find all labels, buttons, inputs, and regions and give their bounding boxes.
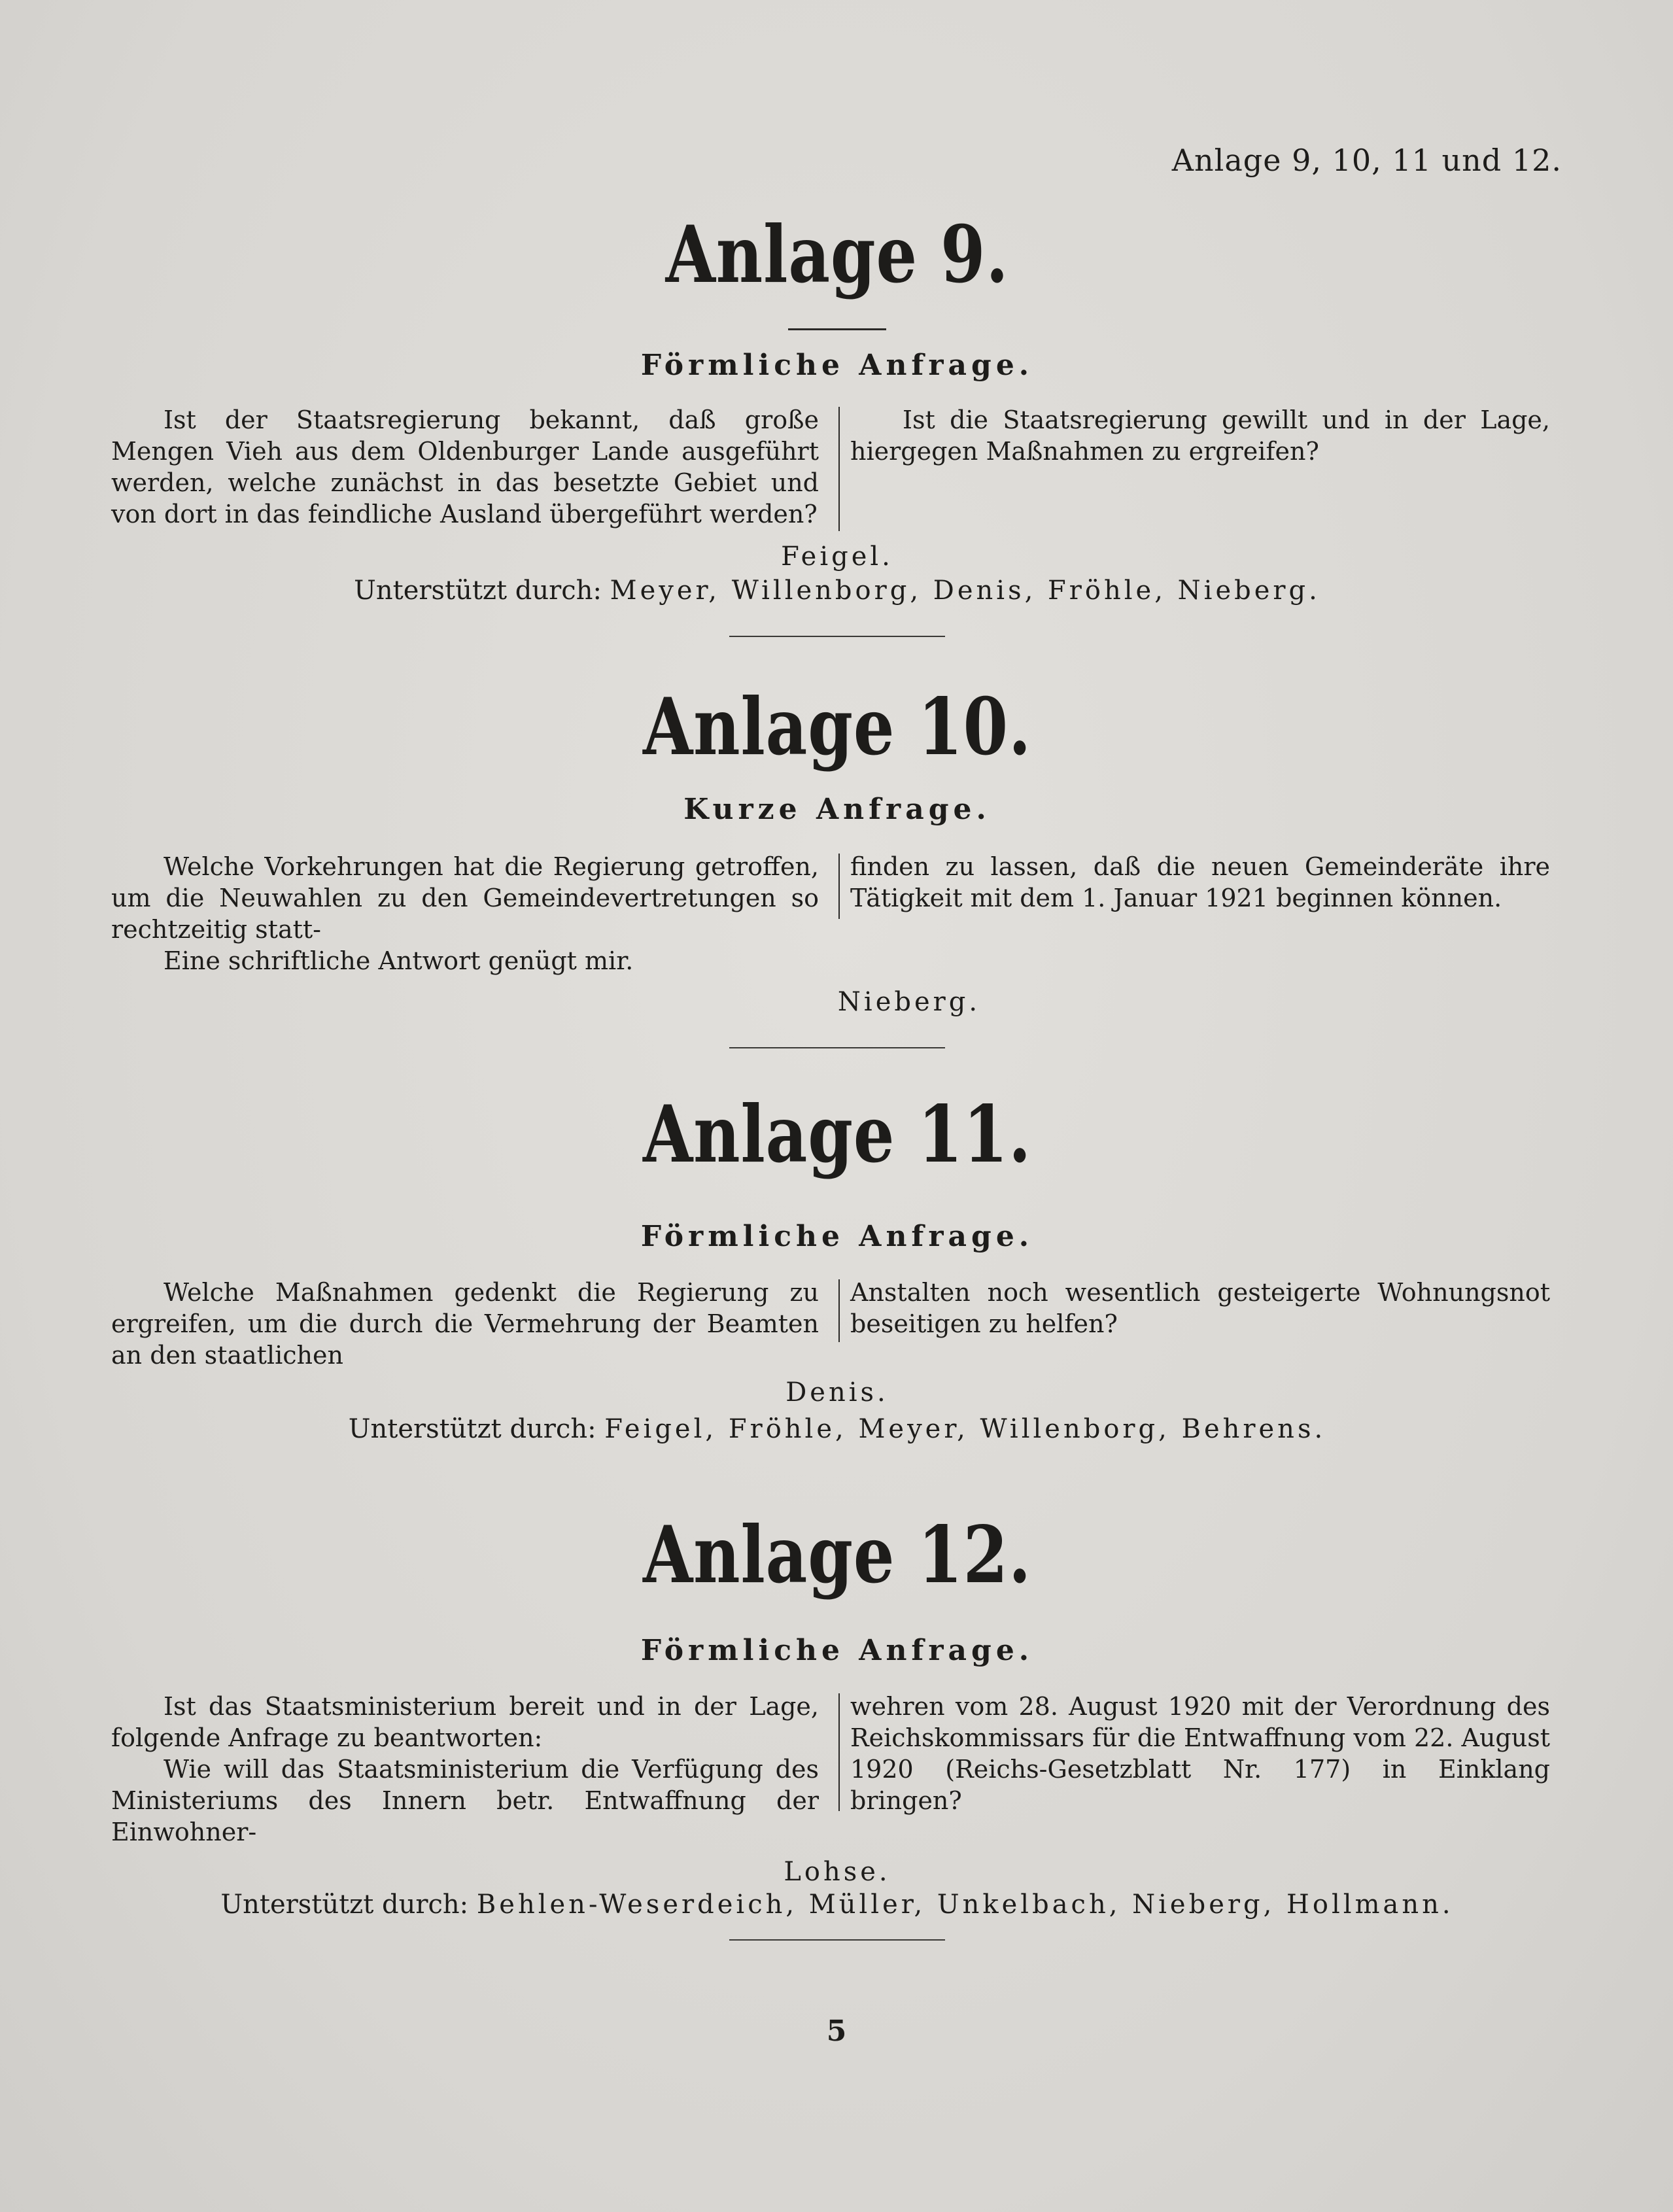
section-title: Anlage 12. [642, 1509, 1032, 1601]
supporters-names: Behlen-Weserdeich, Müller, Unkelbach, Nieberg, Hollmann. [476, 1890, 1454, 1920]
two-column-text [111, 404, 1563, 530]
paragraph: Ist der Staatsregierung bekannt, daß große Mengen Vieh aus dem Oldenburger Lande ausgeführt werden, welche zunächst in das besetzte Gebiet und von dort in das feindliche Ausland übergeführt werden? [111, 406, 819, 528]
section-end-rule [729, 1939, 945, 1941]
left-column [111, 404, 831, 530]
supporters-names: Feigel, Fröhle, Meyer, Willenborg, Behrens. [604, 1414, 1326, 1444]
paragraph: Wie will das Staatsministerium die Verfügung des Ministeriums des Innern betr. Entwaffnung der Einwohner- [111, 1755, 819, 1846]
paragraph: Anstalten noch wesentlich gesteigerte Wohnungsnot beseitigen zu helfen? [850, 1278, 1550, 1338]
two-column-text [111, 1691, 1563, 1848]
inquiry-type: Förmliche Anfrage. [640, 349, 1034, 382]
section-anlage-10 [111, 681, 1563, 1048]
running-header: Anlage 9, 10, 11 und 12. [1171, 143, 1562, 178]
column-divider [838, 854, 840, 919]
paragraph: Ist das Staatsministerium bereit und in der Lage, folgende Anfrage zu beantworten: [111, 1692, 819, 1752]
section-anlage-12 [111, 1509, 1563, 1941]
section-title: Anlage 11. [642, 1088, 1032, 1181]
author-name: Denis. [785, 1377, 889, 1408]
paragraph: Welche Vorkehrungen hat die Regierung getroffen, um die Neuwahlen zu den Gemeindevertretungen so rechtzeitig statt- [111, 852, 819, 944]
section-anlage-9 [111, 209, 1563, 637]
supporters-label: Unterstützt durch: [354, 576, 602, 606]
section-title: Anlage 9. [665, 209, 1009, 301]
column-divider [838, 1279, 840, 1342]
right-column [831, 1277, 1550, 1371]
paragraph: Welche Maßnahmen gedenkt die Regierung zu ergreifen, um die durch die Vermehrung der Beamten an den staatlichen [111, 1278, 819, 1370]
title-rule [788, 328, 886, 330]
left-column [111, 1277, 831, 1371]
supporters-label: Unterstützt durch: [220, 1890, 469, 1920]
inquiry-type: Förmliche Anfrage. [640, 1220, 1034, 1253]
inquiry-type: Kurze Anfrage. [683, 793, 991, 826]
author-name: Lohse. [784, 1857, 891, 1887]
paragraph: wehren vom 28. August 1920 mit der Verordnung des Reichskommissars für die Entwaffnung vom 22. August 1920 (Reichs-Gesetzblatt Nr. 177) in Einklang bringen? [850, 1692, 1550, 1815]
two-column-text [111, 1277, 1563, 1371]
section-title: Anlage 10. [642, 681, 1032, 773]
column-divider [838, 1693, 840, 1811]
supporters-line [111, 1890, 1563, 1920]
section-anlage-11 [111, 1088, 1563, 1444]
left-column [111, 1691, 831, 1848]
right-column [831, 851, 1550, 976]
section-end-rule [729, 1047, 945, 1048]
section-end-rule [729, 636, 945, 637]
paragraph: Eine schriftliche Antwort genügt mir. [164, 946, 634, 975]
supporters-line [111, 576, 1563, 606]
supporters-label: Unterstützt durch: [348, 1414, 596, 1444]
supporters-line [111, 1414, 1563, 1444]
left-column [111, 851, 831, 976]
right-column [831, 404, 1550, 530]
column-divider [838, 407, 840, 531]
right-column [831, 1691, 1550, 1848]
author-name: Feigel. [781, 542, 893, 572]
inquiry-type: Förmliche Anfrage. [640, 1634, 1034, 1667]
supporters-names: Meyer, Willenborg, Denis, Fröhle, Nieberg. [610, 576, 1320, 606]
two-column-text [111, 851, 1563, 976]
paragraph: Ist die Staatsregierung gewillt und in der Lage, hiergegen Maßnahmen zu ergreifen? [850, 406, 1550, 466]
page-number: 5 [826, 2014, 847, 2048]
paragraph: finden zu lassen, daß die neuen Gemeinderäte ihre Tätigkeit mit dem 1. Januar 1921 beginnen können. [850, 852, 1550, 912]
author-name: Nieberg. [837, 987, 981, 1017]
